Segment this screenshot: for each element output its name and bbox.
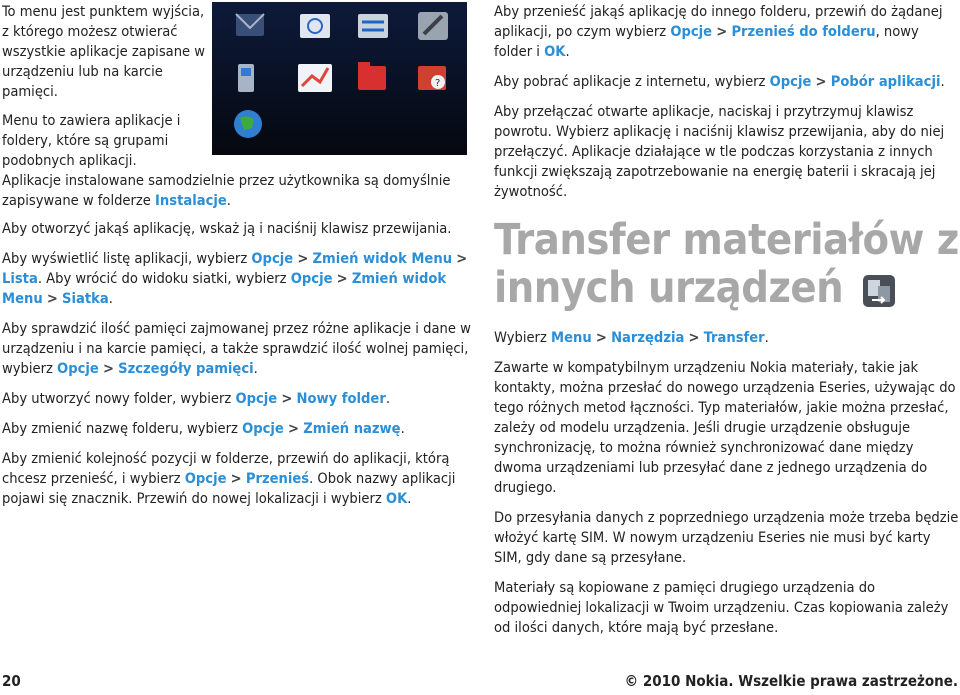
- link-instalacje[interactable]: Instalacje: [155, 192, 227, 209]
- page-number: 20: [2, 672, 21, 690]
- paragraph-path: Wybierz Menu > Narzędzia > Transfer.: [494, 329, 769, 346]
- link-opcje[interactable]: Opcje: [670, 23, 713, 40]
- text: Wybierz: [494, 329, 552, 346]
- link-menu[interactable]: Menu: [551, 329, 592, 346]
- link-zmien-widok[interactable]: Zmień widok Menu: [2, 270, 447, 307]
- link-narzedzia[interactable]: Narzędzia: [611, 329, 685, 346]
- separator: >: [46, 290, 58, 307]
- separator: >: [102, 360, 114, 377]
- separator: >: [688, 329, 700, 346]
- paragraph-switch: Aby przełączać otwarte aplikacje, naciskaj i przytrzymuj klawisz powrotu. Wybierz aplikację i naciśnij klawisz przewijania, aby do niej przełączyć. Aplikacje działające w tle podczas korzystania z innych funkcji zwiększają zapotrzebowanie na energię baterii i skracają jej żywotność.: [494, 103, 945, 200]
- link-opcje[interactable]: Opcje: [251, 250, 294, 267]
- link-zmien-widok[interactable]: Zmień widok Menu: [312, 250, 453, 267]
- text: Aby przenieść jakąś aplikację do innego folderu, przewiń do żądanej aplikacji, po czym wybierz: [494, 3, 943, 40]
- paragraph-sim: Do przesyłania danych z poprzedniego urządzenia może trzeba będzie włożyć kartę SIM. W nowym urządzeniu Eseries nie musi być karty SIM, gdy dane są przesyłane.: [494, 509, 959, 566]
- paragraph-memory: Aby sprawdzić ilość pamięci zajmowanej przez różne aplikacje i dane w urządzeniu i na karcie pamięci, a także sprawdzić ilość wolnej pamięci, wybierz Opcje > Szczegóły pamięci.: [2, 320, 471, 377]
- text: . Obok nazwy aplikacji pojawi się znacznik. Przewiń do nowej lokalizacji i wybierz: [2, 470, 456, 507]
- link-opcje[interactable]: Opcje: [57, 360, 99, 377]
- text: Aby pobrać aplikacje z internetu, wybierz: [494, 73, 770, 90]
- paragraph-copy: Materiały są kopiowane z pamięci drugiego urządzenia do odpowiedniej lokalizacji w Twoim urządzeniu. Czas kopiowania zależy od ilości danych, które mają być przesłane.: [494, 579, 949, 636]
- link-opcje[interactable]: Opcje: [235, 390, 278, 407]
- link-transfer[interactable]: Transfer: [703, 329, 765, 346]
- link-zmien-nazwe[interactable]: Zmień nazwę: [303, 420, 401, 437]
- mail-at-icon: [300, 14, 330, 38]
- text: Aby zmienić nazwę folderu, wybierz: [2, 420, 243, 437]
- separator: >: [716, 23, 728, 40]
- paragraph-open: Aby otworzyć jakąś aplikację, wskaż ją i naciśnij klawisz przewijania.: [2, 220, 452, 237]
- envelope-icon: [236, 14, 264, 36]
- link-przenies-do-folderu[interactable]: Przenieś do folderu: [731, 23, 876, 40]
- separator: >: [281, 390, 293, 407]
- link-ok[interactable]: OK: [544, 43, 566, 60]
- right-column: [494, 2, 960, 648]
- transfer-icon: [862, 274, 896, 308]
- paragraph-new-folder: Aby utworzyć nowy folder, wybierz Opcje > Nowy folder.: [2, 390, 390, 407]
- folder-icon: [358, 62, 386, 90]
- link-siatka[interactable]: Siatka: [62, 290, 109, 307]
- link-pobor-aplikacji[interactable]: Pobór aplikacji: [830, 73, 941, 90]
- link-opcje[interactable]: Opcje: [290, 270, 333, 287]
- paragraph-reorder: Aby zmienić kolejność pozycji w folderze, przewiń do aplikacji, którą chcesz przenieść, i wybierz Opcje > Przenieś. Obok nazwy aplikacji pojawi się znacznik. Przewiń do nowej lokalizacji i wybierz OK.: [2, 450, 456, 507]
- paragraph-install: Aplikacje instalowane samodzielnie przez użytkownika są domyślnie zapisywane w folderze Instalacje.: [2, 172, 451, 209]
- link-przenies[interactable]: Przenieś: [245, 470, 310, 487]
- link-opcje[interactable]: Opcje: [184, 470, 227, 487]
- intro-text: [2, 2, 207, 171]
- text: Aby wyświetlić listę aplikacji, wybierz: [2, 250, 252, 267]
- link-nowy-folder[interactable]: Nowy folder: [296, 390, 386, 407]
- text: , nowy folder i: [494, 23, 919, 60]
- svg-text:?: ?: [435, 78, 441, 89]
- link-ok[interactable]: OK: [385, 490, 408, 507]
- intro-paragraph-2: Menu to zawiera aplikacje i foldery, które są grupami podobnych aplikacji.: [2, 112, 181, 169]
- separator: >: [297, 250, 309, 267]
- text: Aby sprawdzić ilość pamięci zajmowanej przez różne aplikacje i dane w urządzeniu i na karcie pamięci, a także sprawdzić ilość wolnej pamięci, wybierz: [2, 320, 471, 377]
- chart-icon: [298, 64, 332, 92]
- paragraph-list: Aby wyświetlić listę aplikacji, wybierz Opcje > Zmień widok Menu > Lista. Aby wrócić do widoku siatki, wybierz Opcje > Zmień widok Menu > Siatka.: [2, 250, 468, 307]
- link-lista[interactable]: Lista: [2, 270, 38, 287]
- globe-icon: [234, 110, 262, 138]
- text: . Aby wrócić do widoku siatki, wybierz: [37, 270, 291, 287]
- text: Aby zmienić kolejność pozycji w folderze, przewiń do aplikacji, którą chcesz przenieść, i wybierz: [2, 450, 450, 487]
- copyright: © 2010 Nokia. Wszelkie prawa zastrzeżone.: [624, 672, 958, 690]
- separator: >: [336, 270, 348, 287]
- menu-grid: [212, 2, 467, 155]
- paragraph-move-folder: Aby przenieść jakąś aplikację do innego folderu, przewiń do żądanej aplikacji, po czym wybierz Opcje > Przenieś do folderu, nowy folder i OK.: [494, 3, 943, 60]
- help-folder-icon: [418, 66, 446, 90]
- paragraph-compat: Zawarte w kompatybilnym urządzeniu Nokia materiały, takie jak kontakty, można przesłać do nowego urządzenia Eseries, używając do tego różnych metod łączności. Typ materiałów, jakie można przesłać, zależy od modelu urządzenia. Jeśli drugie urządzenie obsługuje synchronizację, to można również synchronizować dane między dwoma urządzeniami lub przesyłać dane z jednego urządzenia do drugiego.: [494, 359, 956, 496]
- heading-text: Transfer materiałów z innych urządzeń: [494, 215, 959, 313]
- phone-menu-screenshot: [212, 2, 467, 155]
- settings-icon: [418, 12, 448, 40]
- link-opcje[interactable]: Opcje: [242, 420, 284, 437]
- link-szczegoly-pamieci[interactable]: Szczegóły pamięci: [118, 360, 254, 377]
- arrows-icon: [358, 14, 388, 38]
- section-heading: [494, 216, 960, 312]
- intro-paragraph-1: To menu jest punktem wyjścia, z którego możesz otwierać wszystkie aplikacje zapisane w urządzeniu lub na karcie pamięci.: [2, 3, 206, 100]
- separator: >: [595, 329, 607, 346]
- paragraph-download: Aby pobrać aplikacje z internetu, wybierz Opcje > Pobór aplikacji.: [494, 73, 945, 90]
- separator: >: [456, 250, 468, 267]
- separator: >: [288, 420, 300, 437]
- separator: >: [230, 470, 242, 487]
- text: Aplikacje instalowane samodzielnie przez użytkownika są domyślnie zapisywane w folderze: [2, 172, 451, 209]
- link-opcje[interactable]: Opcje: [769, 73, 812, 90]
- text: Aby utworzyć nowy folder, wybierz: [2, 390, 236, 407]
- paragraph-rename: Aby zmienić nazwę folderu, wybierz Opcje > Zmień nazwę.: [2, 420, 405, 437]
- phone-icon: [238, 64, 254, 92]
- separator: >: [815, 73, 827, 90]
